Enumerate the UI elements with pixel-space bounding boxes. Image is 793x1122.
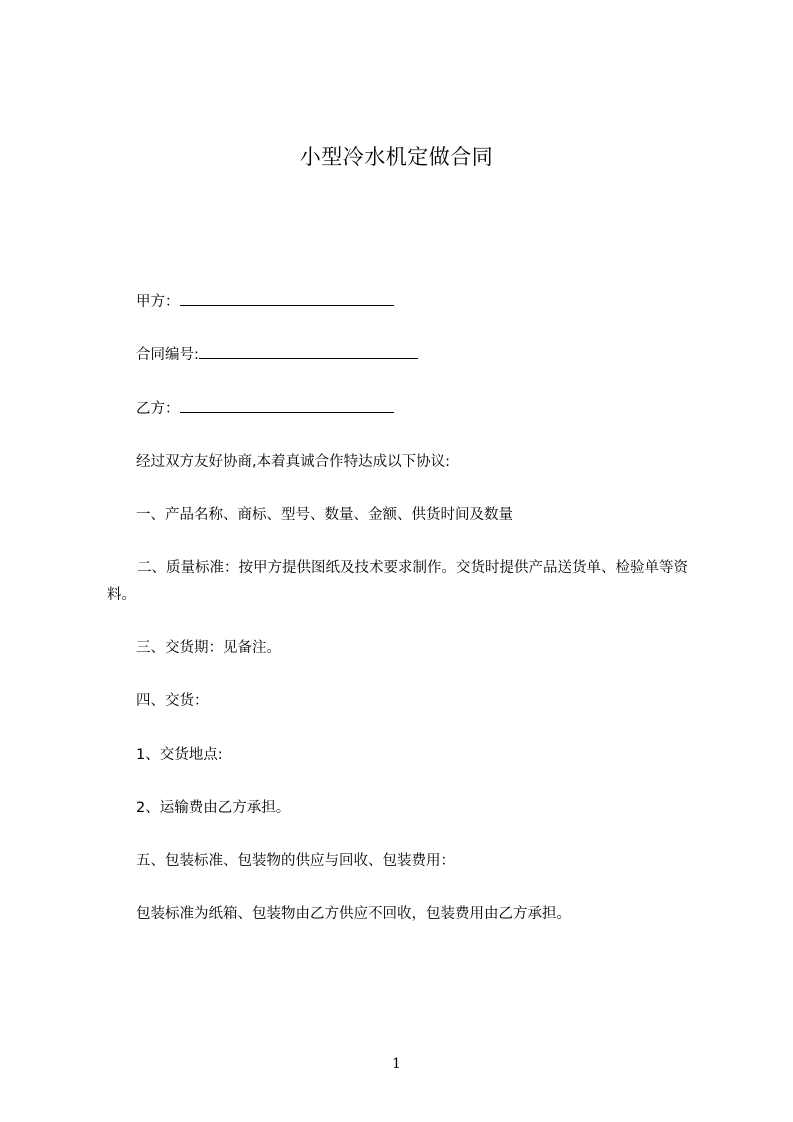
contract-no-blank — [199, 344, 418, 359]
freight-cost-item: 2、运输费由乙方承担。 — [136, 800, 291, 816]
party-a-line — [136, 291, 394, 312]
section-4-heading: 四、交货： — [136, 693, 209, 709]
party-a-label: 甲方： — [136, 294, 180, 310]
delivery-location-item: 1、交货地点: — [136, 747, 223, 763]
party-b-line — [136, 398, 394, 419]
section-3-heading: 三、交货期：见备注。 — [136, 640, 281, 656]
section-2-paragraph: 二、质量标准：按甲方提供图纸及技术要求制作。交货时提供产品送货单、检验单等资料。 — [107, 560, 688, 603]
document-title: 小型冷水机定做合同 — [299, 145, 494, 169]
contract-no-line — [136, 344, 418, 365]
section-5-heading: 五、包装标准、包装物的供应与回收、包装费用： — [136, 853, 455, 869]
party-b-label: 乙方： — [136, 401, 180, 417]
packaging-paragraph: 包装标准为纸箱、包装物由乙方供应不回收，包装费用由乙方承担。 — [136, 906, 571, 922]
party-b-blank — [180, 398, 394, 413]
section-1-heading: 一、产品名称、商标、型号、数量、金额、供货时间及数量 — [136, 507, 513, 523]
intro-text: 经过双方友好协商,本着真诚合作特达成以下协议: — [136, 454, 450, 470]
contract-no-label: 合同编号: — [136, 347, 199, 363]
party-a-blank — [180, 291, 394, 306]
page-number: 1 — [392, 1056, 401, 1072]
